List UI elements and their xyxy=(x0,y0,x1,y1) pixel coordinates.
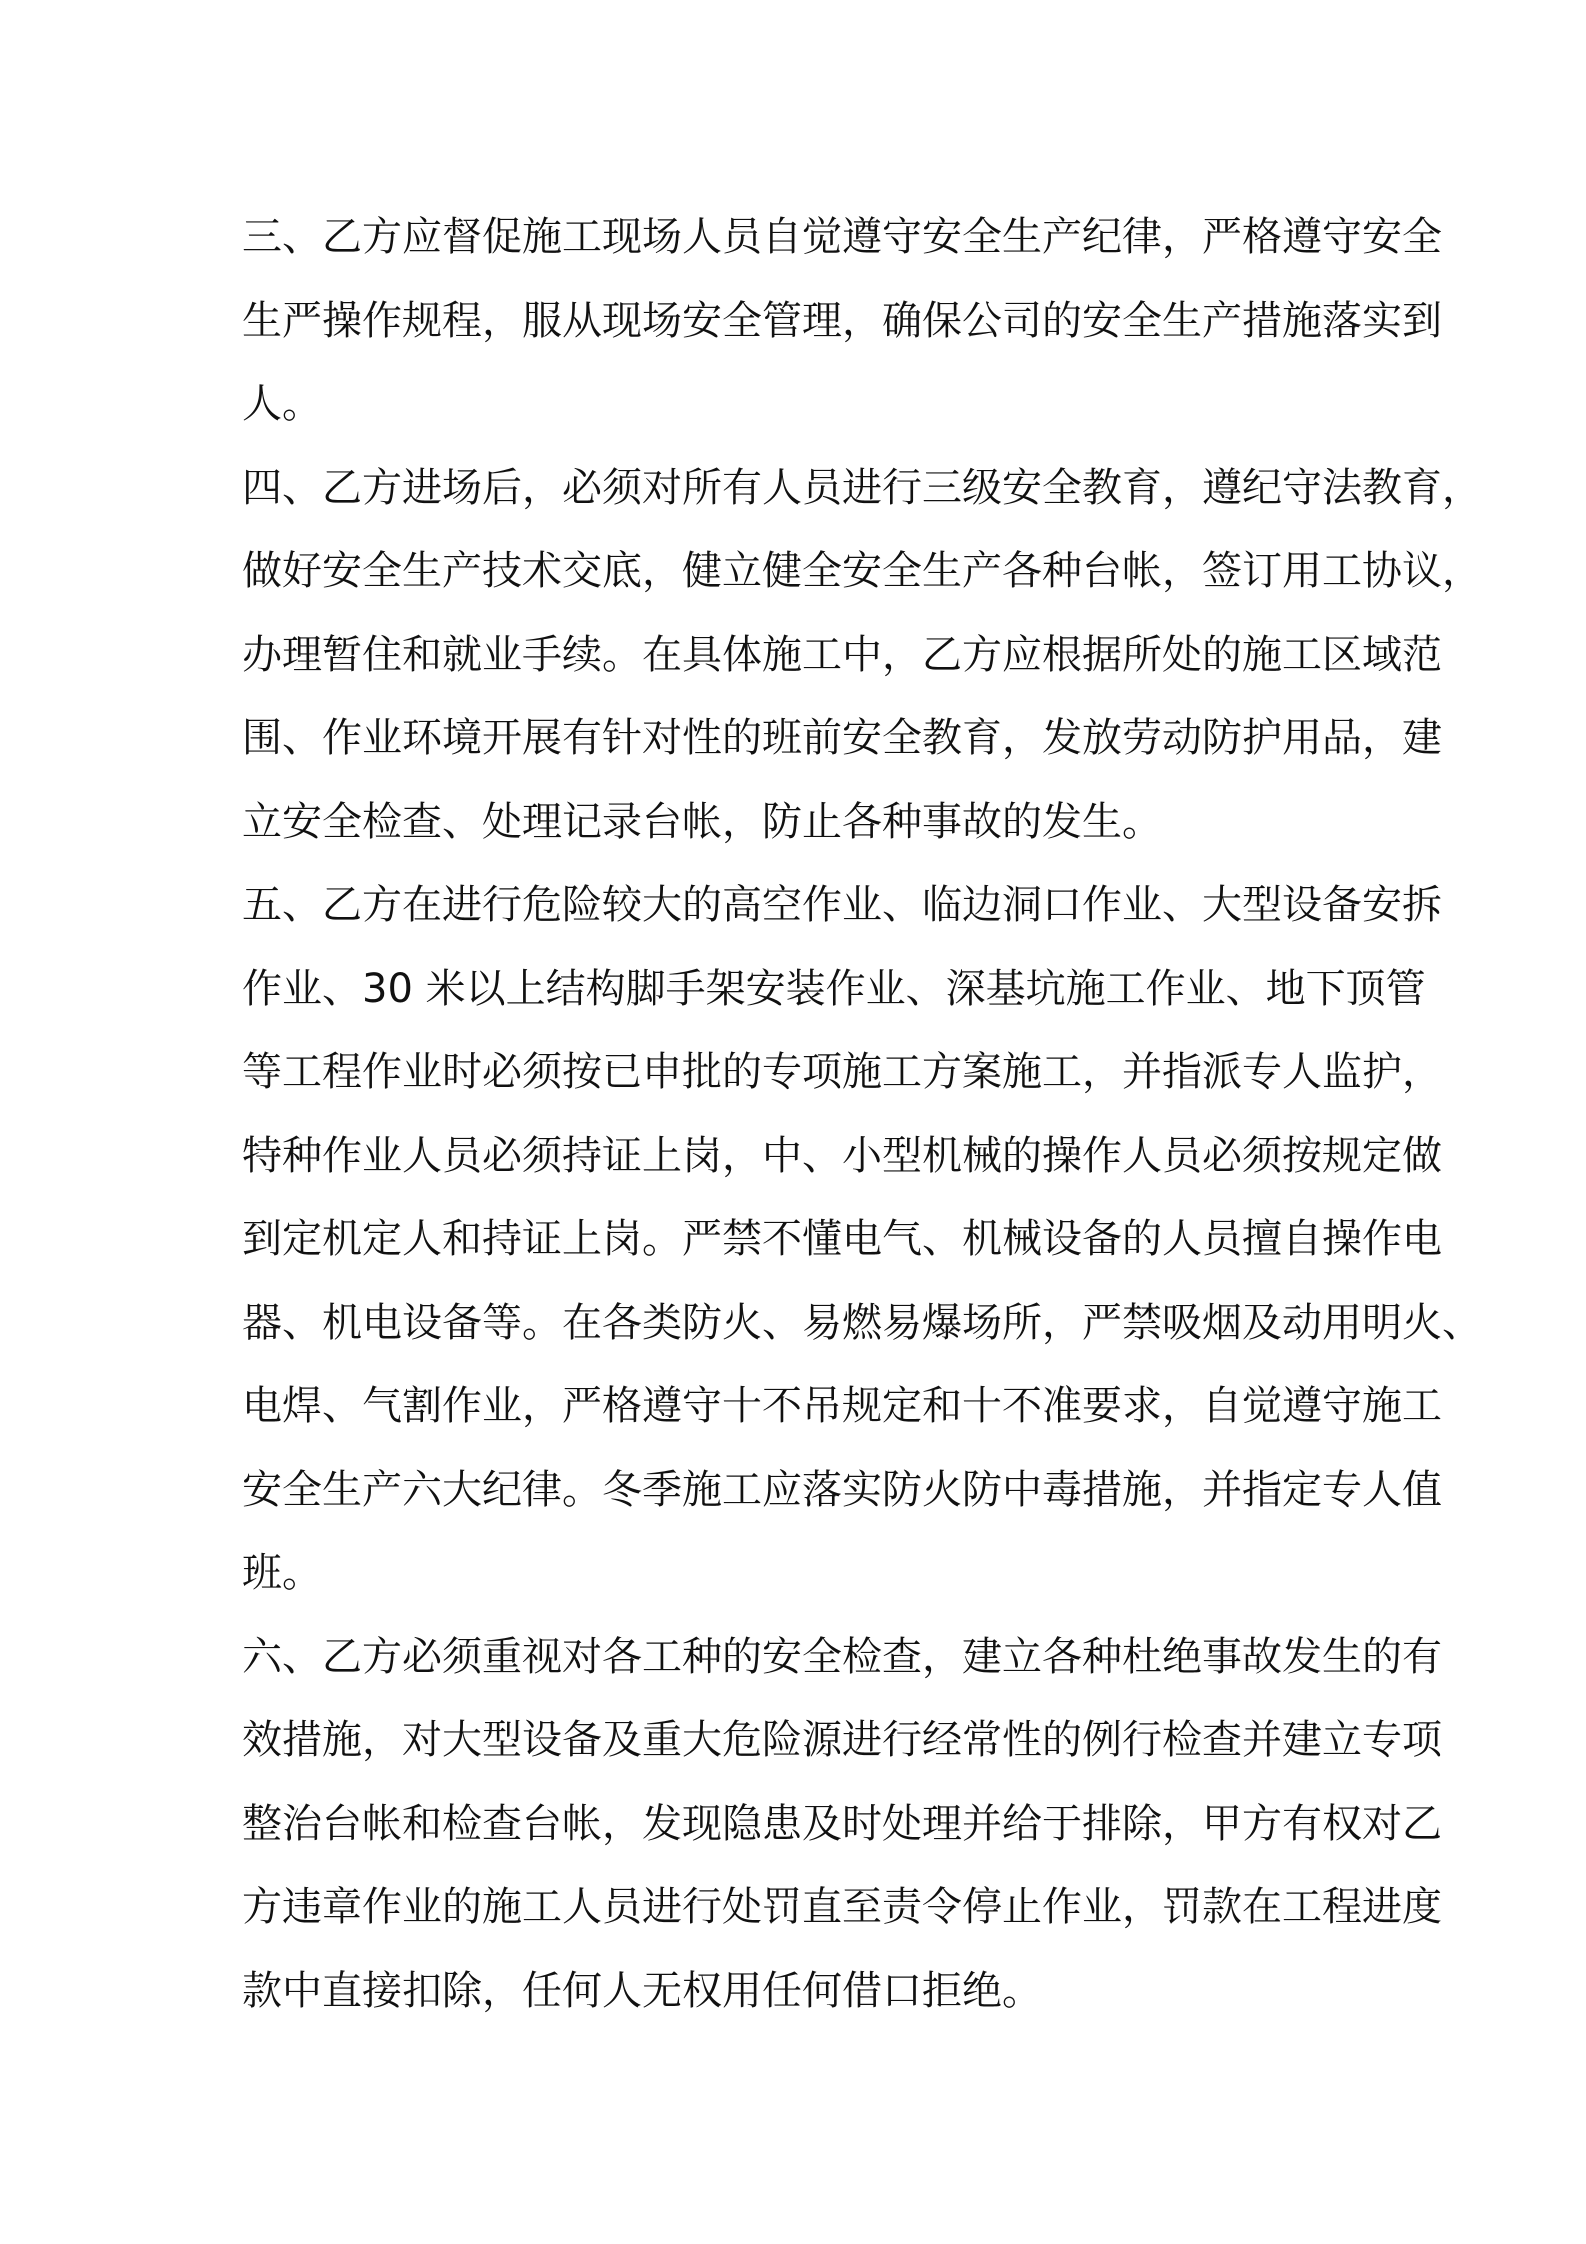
text-line: 班。 xyxy=(242,1550,322,1596)
text-line: 生严操作规程，服从现场安全管理，确保公司的安全生产措施落实到 xyxy=(242,297,1442,344)
text-line: 器、机电设备等。在各类防火、易燃易爆场所，严禁吸烟及动用明火、 xyxy=(242,1299,1482,1346)
text-line: 人。 xyxy=(242,381,322,427)
text-line: 款中直接扣除，任何人无权用任何借口拒绝。 xyxy=(242,1967,1042,2014)
text-line: 围、作业环境开展有针对性的班前安全教育，发放劳动防护用品，建 xyxy=(242,715,1442,761)
clause-6 xyxy=(242,1616,1442,2034)
text-line: 做好安全生产技术交底，健立健全安全生产各种台帐，签订用工协议， xyxy=(242,548,1482,594)
text-line: 作业、30 米以上结构脚手架安装作业、深基坑施工作业、地下顶管 xyxy=(242,965,1426,1012)
text-line: 六、乙方必须重视对各工种的安全检查，建立各种杜绝事故发生的有 xyxy=(242,1633,1442,1680)
text-line: 五、乙方在进行危险较大的高空作业、临边洞口作业、大型设备安拆 xyxy=(242,882,1442,928)
text-line: 到定机定人和持证上岗。严禁不懂电气、机械设备的人员擅自操作电 xyxy=(242,1216,1442,1262)
clause-3 xyxy=(242,196,1442,447)
document-body xyxy=(242,196,1482,2033)
text-line: 等工程作业时必须按已申批的专项施工方案施工，并指派专人监护， xyxy=(242,1049,1442,1095)
text-line: 安全生产六大纪律。冬季施工应落实防火防中毒措施，并指定专人值 xyxy=(242,1466,1442,1513)
text-line: 特种作业人员必须持证上岗，中、小型机械的操作人员必须按规定做 xyxy=(242,1132,1442,1179)
clause-5 xyxy=(242,864,1482,1616)
text-line: 电焊、气割作业，严格遵守十不吊规定和十不准要求，自觉遵守施工 xyxy=(242,1383,1442,1429)
text-line: 方违章作业的施工人员进行处罚直至责令停止作业，罚款在工程进度 xyxy=(242,1884,1442,1930)
text-line: 整治台帐和检查台帐，发现隐患及时处理并给于排除，甲方有权对乙 xyxy=(242,1800,1442,1847)
text-line: 三、乙方应督促施工现场人员自觉遵守安全生产纪律，严格遵守安全 xyxy=(242,214,1442,260)
clause-4 xyxy=(242,447,1482,865)
text-line: 立安全检查、处理记录台帐，防止各种事故的发生。 xyxy=(242,798,1162,845)
text-line: 四、乙方进场后，必须对所有人员进行三级安全教育，遵纪守法教育， xyxy=(242,464,1482,511)
text-line: 办理暂住和就业手续。在具体施工中，乙方应根据所处的施工区域范 xyxy=(242,631,1442,678)
text-line: 效措施，对大型设备及重大危险源进行经常性的例行检查并建立专项 xyxy=(242,1717,1442,1763)
